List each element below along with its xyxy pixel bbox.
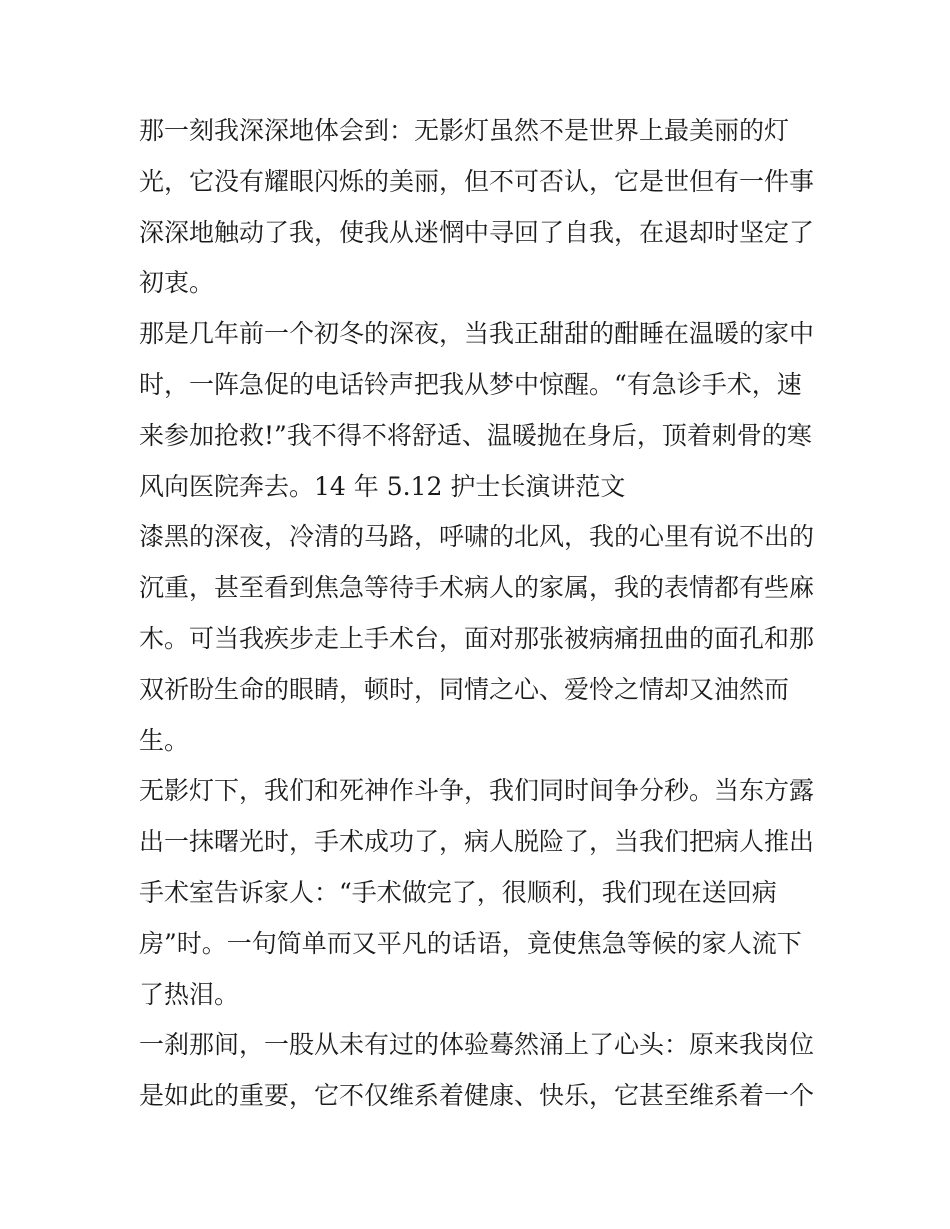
text-line: 时，一阵急促的电话铃声把我从梦中惊醒。“有急诊手术，速 xyxy=(139,369,802,399)
text-line: 漆黑的深夜，冷清的马路，呼啸的北风，我的心里有说不出的 xyxy=(139,522,815,552)
text-line: 了热泪。 xyxy=(139,979,240,1009)
paragraph-4 xyxy=(139,766,819,1020)
text-line: 那是几年前一个初冬的深夜，当我正甜甜的酣睡在温暖的家中 xyxy=(139,319,815,349)
text-line: 沉重，甚至看到焦急等待手术病人的家属，我的表情都有些麻 xyxy=(139,573,815,603)
text-line: 无影灯下，我们和死神作斗争，我们同时间争分秒。当东方露 xyxy=(139,776,815,806)
text-line: 出一抹曙光时，手术成功了，病人脱险了，当我们把病人推出 xyxy=(139,827,815,857)
text-line: 木。可当我疾步走上手术台，面对那张被病痛扭曲的面孔和那 xyxy=(139,623,815,653)
text-line: 生。 xyxy=(139,725,190,755)
paragraph-5 xyxy=(139,1020,819,1122)
text-line: 双祈盼生命的眼睛，顿时，同情之心、爱怜之情却又油然而 xyxy=(139,674,790,704)
paragraph-1 xyxy=(139,106,819,309)
text-line: 光，它没有耀眼闪烁的美丽，但不可否认，它是世但有一件事 xyxy=(139,166,815,196)
document-body xyxy=(139,106,819,1122)
paragraph-3 xyxy=(139,512,819,766)
paragraph-2 xyxy=(139,309,819,512)
text-line: 深深地触动了我，使我从迷惘中寻回了自我，在退却时坚定了 xyxy=(139,217,815,247)
text-line: 手术室告诉家人：“手术做完了，很顺利，我们现在送回病 xyxy=(139,877,777,907)
text-line: 来参加抢救!”我不得不将舒适、温暖抛在身后，顶着刺骨的寒 xyxy=(139,420,812,450)
text-line: 风向医院奔去。14 年 5.12 护士长演讲范文 xyxy=(139,471,626,501)
text-line: 那一刻我深深地体会到：无影灯虽然不是世界上最美丽的灯 xyxy=(139,116,790,145)
text-line: 一刹那间，一股从未有过的体验蓦然涌上了心头：原来我岗位 xyxy=(139,1030,815,1060)
text-line: 房”时。一句简单而又平凡的话语，竟使焦急等候的家人流下 xyxy=(139,928,802,958)
text-line: 是如此的重要，它不仅维系着健康、快乐，它甚至维系着一个 xyxy=(139,1081,815,1111)
text-line: 初衷。 xyxy=(139,268,215,298)
